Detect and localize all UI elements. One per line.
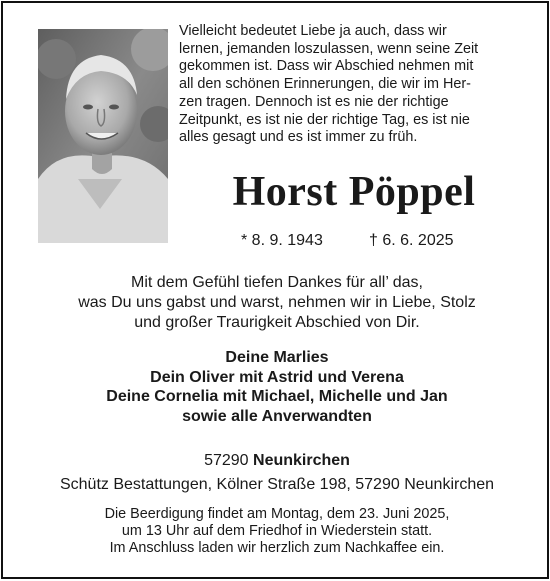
poem bbox=[179, 23, 519, 147]
birth-date: * 8. 9. 1943 bbox=[241, 232, 323, 249]
poem-line: all den schönen Erinnerungen, die wir im Her- bbox=[179, 76, 471, 93]
thanks-line: was Du uns gabst und warst, nehmen wir in Liebe, Stolz bbox=[78, 294, 476, 311]
mourner-line: Deine Marlies bbox=[225, 349, 329, 366]
poem-line: alles gesagt und es ist immer zu früh. bbox=[179, 129, 418, 146]
location-line bbox=[3, 452, 550, 470]
thanks-line: und großer Traurigkeit Abschied von Dir. bbox=[134, 314, 420, 331]
poem-line: zen tragen. Dennoch ist es nie der richtige bbox=[179, 93, 449, 110]
funeral-home: Schütz Bestattungen, Kölner Straße 198, 57290 Neunkirchen bbox=[59, 476, 495, 493]
portrait-photo bbox=[38, 29, 168, 243]
burial-info bbox=[3, 506, 550, 557]
burial-line: um 13 Uhr auf dem Friedhof in Wiederstein statt. bbox=[121, 523, 433, 539]
poem-line: Zeitpunkt, es ist nie der richtige Tag, es ist nie bbox=[179, 111, 470, 128]
poem-line: lernen, jemanden loszulassen, wenn seine Zeit bbox=[179, 40, 479, 57]
burial-line: Die Beerdigung findet am Montag, dem 23. Juni 2025, bbox=[104, 506, 450, 522]
obituary-notice bbox=[1, 1, 549, 579]
death-date: † 6. 6. 2025 bbox=[369, 232, 454, 249]
mourner-line: Dein Oliver mit Astrid und Verena bbox=[150, 368, 404, 386]
burial-line: Im Anschluss laden wir herzlich zum Nachkaffee ein. bbox=[109, 540, 445, 556]
poem-line: gekommen ist. Dass wir Abschied nehmen mit bbox=[179, 58, 474, 75]
location-city: Neunkirchen bbox=[253, 452, 350, 469]
mourners-list bbox=[3, 348, 550, 426]
mourner-line: Deine Cornelia mit Michael, Michelle und Jan bbox=[106, 388, 448, 405]
location-zip: 57290 bbox=[204, 452, 249, 469]
mourner-line: sowie alle Anverwandten bbox=[182, 407, 372, 425]
portrait-image bbox=[38, 29, 168, 243]
thanks-text bbox=[3, 273, 550, 333]
deceased-name: Horst Pöppel bbox=[232, 169, 476, 215]
thanks-line: Mit dem Gefühl tiefen Dankes für all’ das, bbox=[131, 274, 423, 291]
poem-line: Vielleicht bedeutet Liebe ja auch, dass wir bbox=[179, 23, 447, 39]
